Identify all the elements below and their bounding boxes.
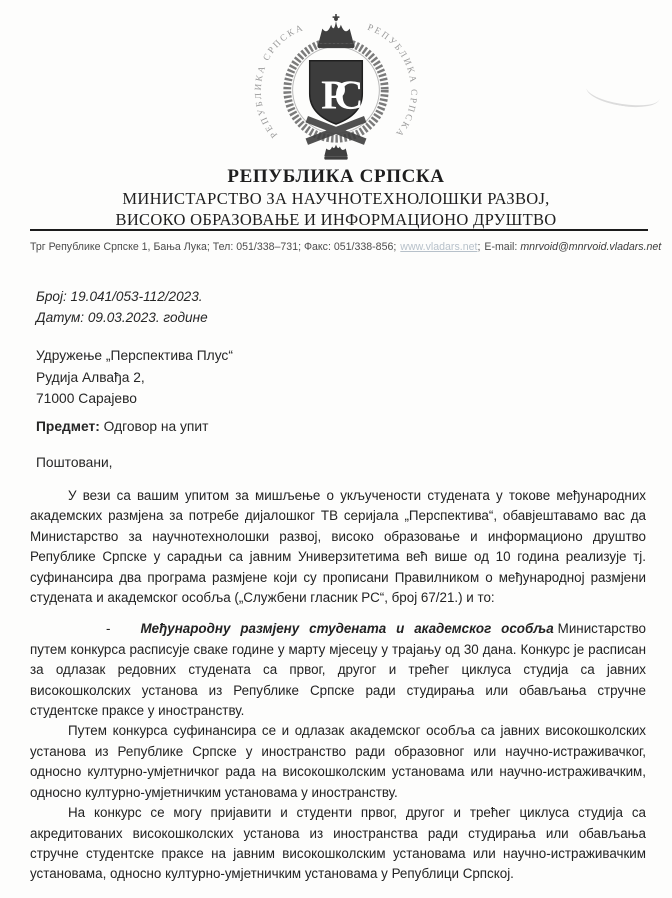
bullet-dash: - bbox=[106, 621, 111, 637]
subject-label: Предмет: bbox=[36, 419, 100, 434]
letterhead-header bbox=[0, 166, 672, 230]
email-label: E-mail: bbox=[484, 241, 518, 253]
seal-graphic bbox=[241, 14, 431, 166]
page-title: РЕПУБЛИКА СРПСКА bbox=[227, 166, 445, 187]
recipient-street: Рудија Алвађа 2, bbox=[36, 369, 145, 385]
meta-block bbox=[36, 286, 208, 328]
small-crown-icon bbox=[324, 145, 347, 160]
coat-of-arms-seal bbox=[241, 14, 431, 171]
seal-monogram-text: РС bbox=[321, 72, 351, 118]
header-divider bbox=[30, 229, 648, 231]
document-number: Број: 19.041/053-112/2023. bbox=[36, 289, 203, 304]
seal-ring-text-right: РЕПУБЛИКА СРПСКА bbox=[365, 22, 419, 140]
bullet-text: Министарство путем конкурса расписује сваке године у марту мјесецу у трајању од 30 дана. Конкурс је расписан за одлазак редовних студената са првог, другог и трећег циклуса студија са јавних високошколских установа из Републике Српске ради студирања или обављања стручне студентске праксе у иностранству. bbox=[30, 621, 646, 719]
contact-address-phone: Трг Републике Српске 1, Бања Лука; Тел: 051/338–731; Факс: 051/338-856; bbox=[30, 241, 397, 253]
recipient-name: Удружење „Перспектива Плус“ bbox=[36, 348, 233, 363]
recipient-city: 71000 Сарајево bbox=[36, 391, 137, 406]
website-link: www.vladars.net bbox=[400, 241, 478, 253]
document-date: Датум: 09.03.2023. године bbox=[36, 310, 208, 325]
subject-text: Одговор на упит bbox=[103, 419, 209, 434]
ministry-line-1: МИНИСТАРСТВО ЗА НАУЧНОТЕХНОЛОШКИ РАЗВОЈ, bbox=[122, 189, 550, 208]
paragraph-staff-exchange: Путем конкурса суфинансира се и одлазак академског особља са јавних високошколских установа из Републике Српске у иностранство ради образовног или научно-истраживачког, односно културно-умјетничког рада на високошколским установама или научно-истраживачким, односно културно-умјетничким установама у иностранству. bbox=[30, 723, 646, 800]
salutation: Поштовани, bbox=[36, 455, 113, 470]
seal-ring-text-left: РЕПУБЛИКА СРПСКА bbox=[253, 22, 307, 140]
recipient-block bbox=[36, 345, 233, 410]
email-address: mnrvoid@mnrvoid.vladars.net bbox=[520, 241, 662, 253]
letter-body bbox=[30, 486, 646, 885]
paragraph-foreign-students: На конкурс се могу пријавити и студенти првог, другог и трећег циклуса студија са акредитованих високошколских установа из иностранства ради студирања или обављања стручне студентске праксе на јавним високошколским установама или научно-истраживачким установама, односно културно-умјетничким установама у Републици Српској. bbox=[30, 805, 646, 882]
crown-icon bbox=[317, 14, 354, 48]
bullet-title: Међународну размјену студената и академског особља bbox=[140, 621, 554, 637]
paragraph-intro: У вези са вашим упитом за мишљење о укључености студената у токове међународних академских размјена за потребе дијалошког ТВ серијала „Перспектива“, обавјештавамо вас да Министарство за научнотехнолошки развој, високо образовање и информационо друштво Републике Српске у сарадњи са јавним Универзитетима већ више од 10 година реализује тј. суфинансира два програма размјене који су прописани Правилником о међународној размјени студената и академског особља („Службени гласник РС“, број 67/21.) и то: bbox=[30, 488, 646, 606]
paragraph-bullet bbox=[30, 619, 646, 721]
subject-line bbox=[36, 419, 208, 434]
ministry-line-2: ВИСОКО ОБРАЗОВАЊЕ И ИНФОРМАЦИОНО ДРУШТВО bbox=[115, 210, 557, 229]
contact-line bbox=[30, 241, 662, 253]
contact-separator: ; bbox=[477, 241, 481, 253]
shield-monogram bbox=[310, 61, 363, 124]
scan-artifact bbox=[584, 74, 661, 111]
